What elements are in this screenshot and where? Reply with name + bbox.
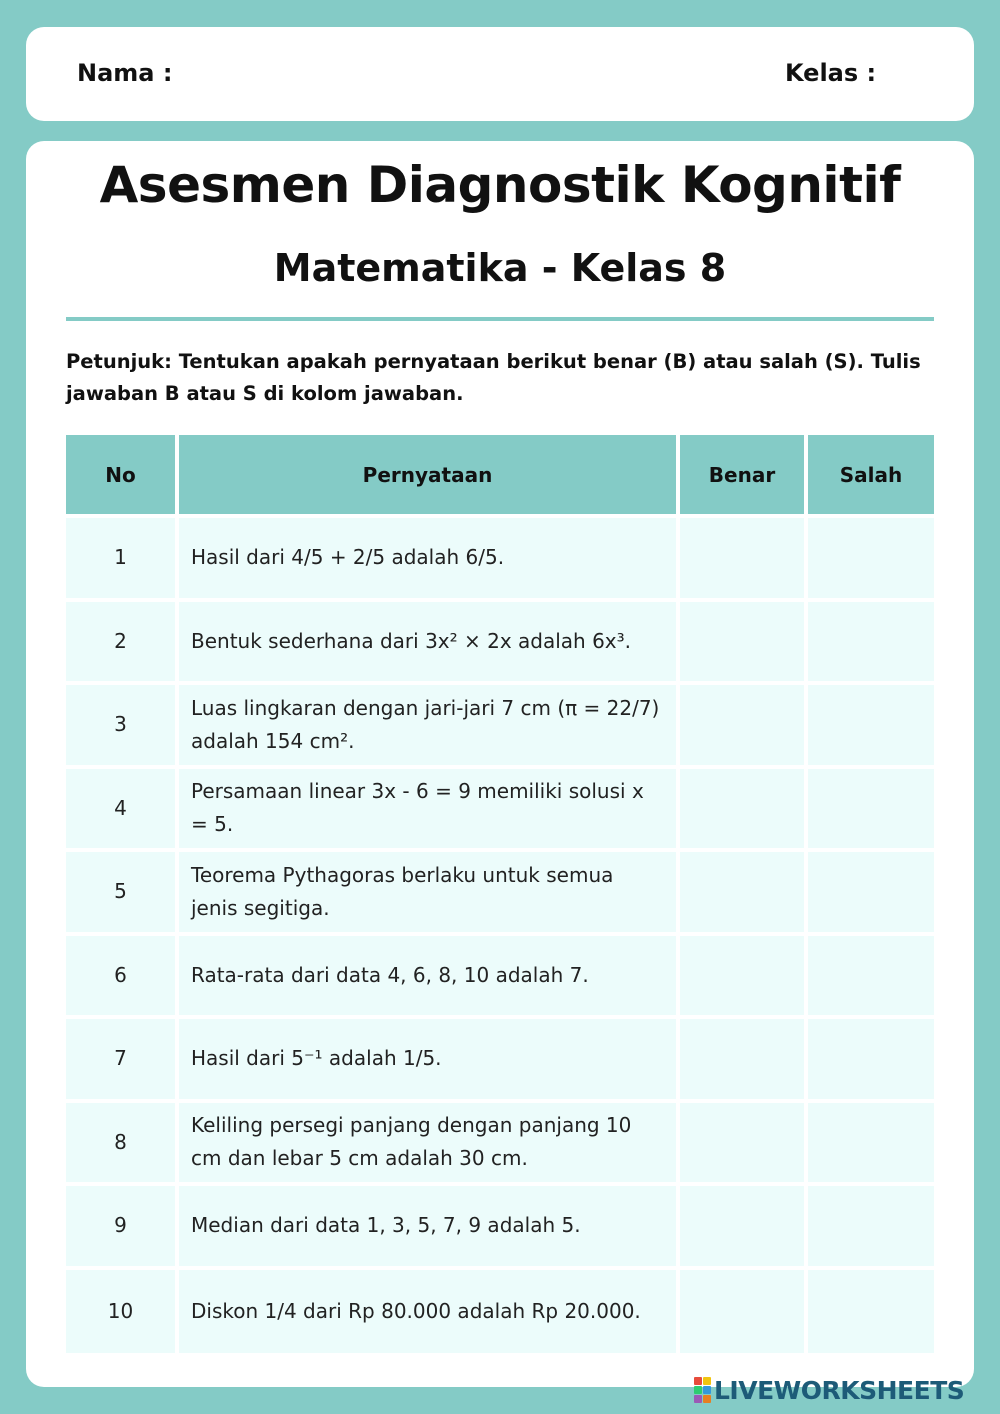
answer-true-cell[interactable] [680,1186,808,1270]
row-statement: Bentuk sederhana dari 3x² × 2x adalah 6x³. [179,602,680,686]
table-row [66,1186,934,1270]
answer-false-cell[interactable] [808,769,934,853]
table-row [66,936,934,1020]
row-statement: Luas lingkaran dengan jari-jari 7 cm (π = 22/7) adalah 154 cm². [179,685,680,769]
row-number: 10 [66,1270,179,1354]
title-divider [66,317,934,321]
logo-block [703,1386,711,1394]
table-row [66,852,934,936]
row-statement: Keliling persegi panjang dengan panjang 10 cm dan lebar 5 cm adalah 30 cm. [179,1103,680,1187]
answer-true-cell[interactable] [680,518,808,602]
logo-blocks-icon [694,1377,711,1403]
answer-false-cell[interactable] [808,936,934,1020]
logo-text: LIVEWORKSHEETS [714,1375,965,1405]
table-row [66,685,934,769]
liveworksheets-logo [694,1374,964,1406]
answer-false-cell[interactable] [808,1186,934,1270]
answer-true-cell[interactable] [680,852,808,936]
row-number: 6 [66,936,179,1020]
table-row [66,602,934,686]
answer-true-cell[interactable] [680,769,808,853]
answer-true-cell[interactable] [680,1019,808,1103]
row-number: 2 [66,602,179,686]
table-row [66,1270,934,1354]
row-number: 7 [66,1019,179,1103]
row-statement: Persamaan linear 3x - 6 = 9 memiliki solusi x = 5. [179,769,680,853]
row-number: 9 [66,1186,179,1270]
instruction-text: Petunjuk: Tentukan apakah pernyataan berikut benar (B) atau salah (S). Tulis jawaban B atau S di kolom jawaban. [66,350,921,405]
row-statement: Hasil dari 5⁻¹ adalah 1/5. [179,1019,680,1103]
header-false: Salah [808,435,934,518]
logo-block [703,1395,711,1403]
header-no: No [66,435,179,518]
row-number: 3 [66,685,179,769]
row-statement: Diskon 1/4 dari Rp 80.000 adalah Rp 20.000. [179,1270,680,1354]
header-statement: Pernyataan [179,435,680,518]
row-statement: Hasil dari 4/5 + 2/5 adalah 6/5. [179,518,680,602]
statement-table [66,435,934,1353]
answer-false-cell[interactable] [808,602,934,686]
answer-true-cell[interactable] [680,602,808,686]
answer-true-cell[interactable] [680,685,808,769]
table-row [66,1103,934,1187]
answer-false-cell[interactable] [808,1019,934,1103]
answer-false-cell[interactable] [808,852,934,936]
row-number: 5 [66,852,179,936]
table-row [66,769,934,853]
table-row [66,518,934,602]
answer-false-cell[interactable] [808,518,934,602]
table-body [66,518,934,1353]
row-number: 4 [66,769,179,853]
row-number: 1 [66,518,179,602]
logo-block [694,1386,702,1394]
logo-block [694,1395,702,1403]
logo-block [703,1377,711,1385]
answer-false-cell[interactable] [808,685,934,769]
answer-true-cell[interactable] [680,1270,808,1354]
page-title: Asesmen Diagnostik Kognitif [99,156,901,214]
logo-block [694,1377,702,1385]
answer-false-cell[interactable] [808,1270,934,1354]
name-label: Nama : [77,59,173,87]
table-header-row [66,435,934,518]
answer-true-cell[interactable] [680,1103,808,1187]
page-subtitle: Matematika - Kelas 8 [273,246,727,290]
row-statement: Rata-rata dari data 4, 6, 8, 10 adalah 7. [179,936,680,1020]
answer-true-cell[interactable] [680,936,808,1020]
answer-false-cell[interactable] [808,1103,934,1187]
row-statement: Median dari data 1, 3, 5, 7, 9 adalah 5. [179,1186,680,1270]
row-number: 8 [66,1103,179,1187]
table-row [66,1019,934,1103]
row-statement: Teorema Pythagoras berlaku untuk semua jenis segitiga. [179,852,680,936]
class-label: Kelas : [785,59,877,87]
header-true: Benar [680,435,808,518]
